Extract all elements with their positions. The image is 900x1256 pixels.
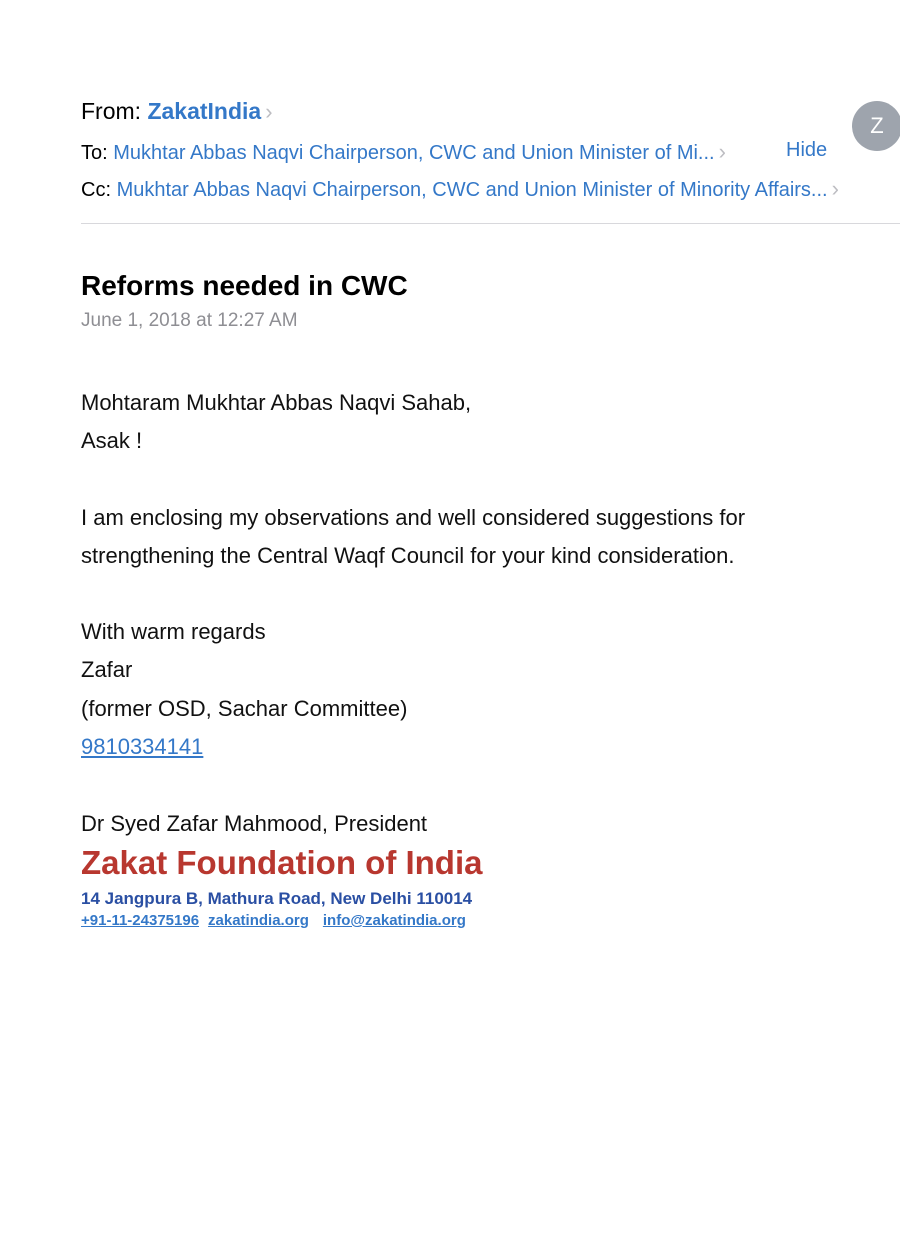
chevron-right-icon[interactable]: ›	[831, 176, 839, 201]
to-label: To:	[81, 142, 108, 164]
cc-row	[81, 176, 839, 202]
organization-links	[81, 912, 475, 929]
body-line: Asak !	[81, 428, 143, 453]
from-row	[81, 98, 273, 125]
organization-name: Zakat Foundation of India	[81, 844, 483, 881]
to-recipient-link[interactable]: Mukhtar Abbas Naqvi Chairperson, CWC and Union Minister of Mi...	[113, 142, 715, 164]
cc-label: Cc:	[81, 179, 111, 201]
body-line: I am enclosing my observations and well considered suggestions for	[81, 505, 746, 530]
sender-avatar[interactable]	[852, 101, 900, 151]
avatar-initial: Z	[870, 113, 884, 138]
from-label: From:	[81, 98, 142, 124]
sender-name-link[interactable]: ZakatIndia	[147, 98, 262, 124]
hide-details-button[interactable]: Hide	[786, 139, 828, 161]
to-row	[81, 139, 726, 165]
phone-number-link[interactable]: 9810334141	[81, 734, 204, 759]
organization-address: 14 Jangpura B, Mathura Road, New Delhi 110014	[81, 889, 473, 908]
body-line: Mohtaram Mukhtar Abbas Naqvi Sahab,	[81, 390, 472, 415]
chevron-right-icon[interactable]: ›	[265, 99, 273, 124]
org-website-link[interactable]: zakatindia.org	[208, 912, 309, 929]
cc-recipient-link[interactable]: Mukhtar Abbas Naqvi Chairperson, CWC and Union Minister of Minority Affairs...	[116, 179, 828, 201]
header-divider	[81, 223, 900, 224]
body-line: (former OSD, Sachar Committee)	[81, 696, 408, 721]
chevron-right-icon[interactable]: ›	[718, 139, 726, 164]
signature-line: Dr Syed Zafar Mahmood, President	[81, 811, 428, 836]
body-line: With warm regards	[81, 619, 266, 644]
body-line: strengthening the Central Waqf Council for your kind consideration.	[81, 543, 735, 568]
message-date: June 1, 2018 at 12:27 AM	[81, 310, 298, 331]
org-email-link[interactable]: info@zakatindia.org	[322, 912, 466, 929]
message-subject: Reforms needed in CWC	[81, 270, 408, 301]
org-phone-link[interactable]: +91-11-24375196	[81, 912, 200, 929]
body-line: Zafar	[81, 657, 133, 682]
